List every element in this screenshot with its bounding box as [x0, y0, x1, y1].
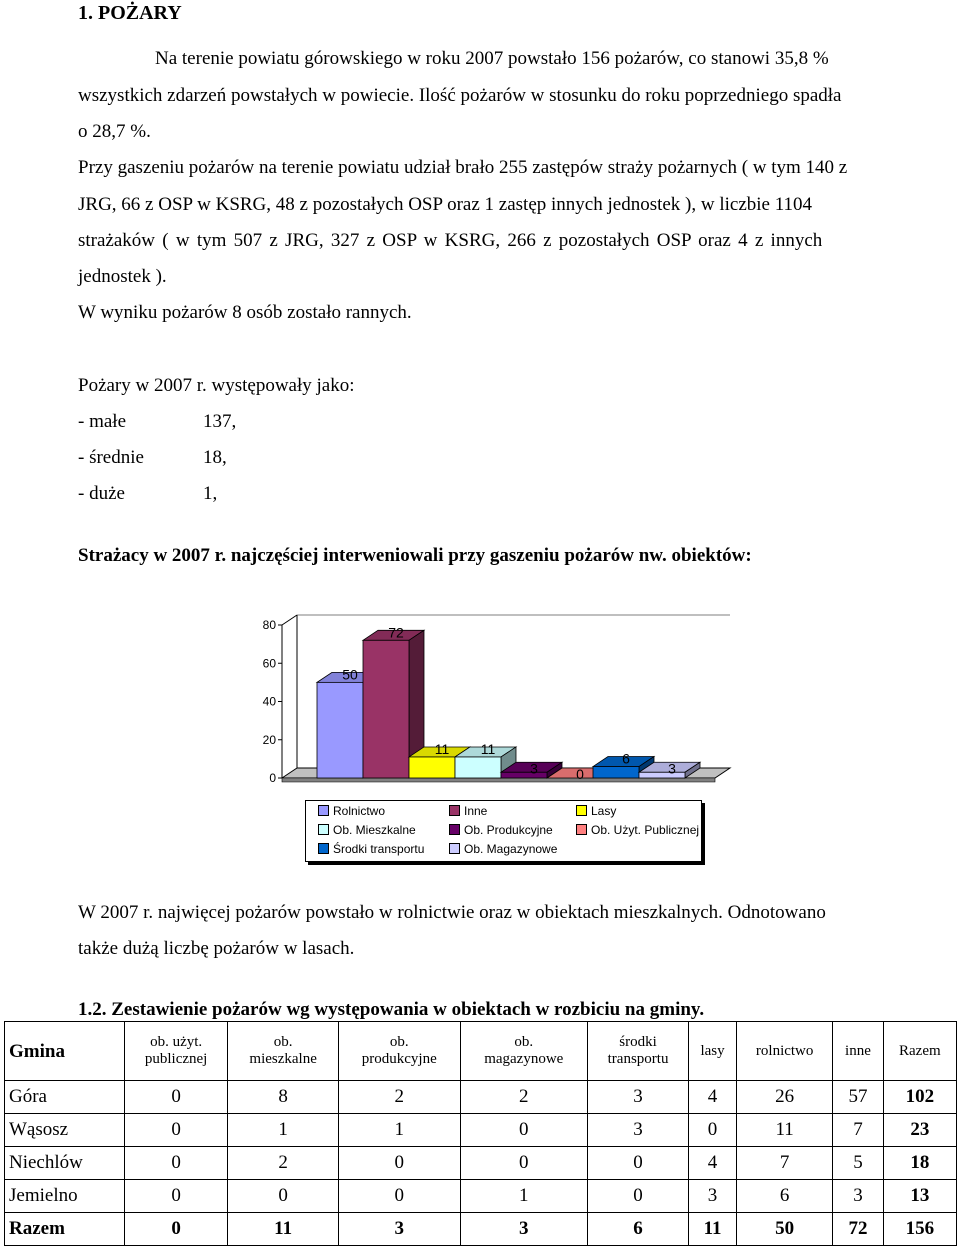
size-list — [78, 411, 378, 521]
table-cell: 7 — [833, 1114, 883, 1147]
header-line: ob. — [389, 1034, 409, 1050]
table-cell: 4 — [689, 1081, 737, 1114]
chart-bar — [639, 772, 685, 778]
table-cell: 0 — [588, 1147, 689, 1180]
gmina-name-cell: Góra — [5, 1081, 125, 1114]
table-row — [5, 1114, 957, 1147]
size-value-small: 137, — [203, 411, 237, 432]
legend-label: Środki transportu — [333, 842, 425, 856]
table-cell: 0 — [460, 1147, 588, 1180]
legend-label: Ob. Użyt. Publicznej — [591, 823, 700, 837]
chart-data-label: 50 — [342, 666, 358, 683]
table-cell: 18 — [883, 1147, 956, 1180]
intro-line-1: Na terenie powiatu górowskiego w roku 2007 powstało 156 pożarów, co stanowi 35,8 % — [155, 48, 829, 69]
table-cell: 2 — [338, 1081, 460, 1114]
total-cell: 3 — [338, 1213, 460, 1246]
participation-line-2: JRG, 66 z OSP w KSRG, 48 z pozostałych OSP oraz 1 zastęp innych jednostek ), w liczbie 1104 — [78, 194, 813, 215]
table-row — [5, 1147, 957, 1180]
header-line: transportu — [607, 1051, 669, 1067]
legend-label: Rolnictwo — [333, 804, 386, 818]
chart-bar — [455, 757, 501, 778]
table-cell: 0 — [338, 1180, 460, 1213]
table-header-cell — [460, 1022, 588, 1081]
intro-line-3: o 28,7 %. — [78, 121, 151, 142]
table-cell: 5 — [833, 1147, 883, 1180]
table-cell: 26 — [737, 1081, 833, 1114]
chart-y-tick-label: 60 — [262, 656, 276, 671]
legend-label: Ob. Produkcyjne — [464, 823, 553, 837]
table-total-row — [5, 1213, 957, 1246]
participation-line-3: strażaków ( w tym 507 z JRG, 327 z OSP w KSRG, 266 z pozostałych OSP oraz 4 z innych — [78, 230, 823, 251]
table-header-row — [5, 1022, 957, 1081]
legend-item — [449, 822, 553, 838]
participation-line-4: jednostek ). — [78, 266, 167, 287]
table-cell: 6 — [737, 1180, 833, 1213]
size-value-large: 1, — [203, 483, 218, 504]
intro-line-2: wszystkich zdarzeń powstałych w powiecie. Ilość pożarów w stosunku do roku poprzedniego spadła — [78, 85, 842, 106]
table-cell: 2 — [228, 1147, 339, 1180]
table-row — [5, 1180, 957, 1213]
chart-data-label: 72 — [388, 624, 404, 641]
chart-bar — [363, 640, 409, 778]
table-header-cell — [588, 1022, 689, 1081]
header-line: Razem — [899, 1042, 941, 1059]
legend-item — [576, 803, 616, 819]
chart-y-tick-label: 0 — [269, 771, 276, 785]
chart-data-label: 3 — [530, 760, 538, 777]
total-cell: 11 — [228, 1213, 339, 1246]
table-cell: 3 — [588, 1081, 689, 1114]
legend-swatch — [576, 824, 587, 835]
legend-swatch — [449, 805, 460, 816]
conclusion-line-1: W 2007 r. najwięcej pożarów powstało w rolnictwie oraz w obiektach mieszkalnych. Odnotowano — [78, 902, 826, 923]
size-label-medium: - średnie — [78, 447, 144, 468]
size-label-small: - małe — [78, 411, 127, 432]
total-cell: 50 — [737, 1213, 833, 1246]
header-line: rolnictwo — [755, 1042, 814, 1059]
total-cell: 6 — [588, 1213, 689, 1246]
header-line: Gmina — [9, 1040, 65, 1062]
table-cell: 3 — [833, 1180, 883, 1213]
participation-line-1: Przy gaszeniu pożarów na terenie powiatu udział brało 255 zastępów straży pożarnych ( w tym 140 z — [78, 157, 848, 178]
legend-label: Ob. Magazynowe — [464, 842, 558, 856]
table-cell: 3 — [689, 1180, 737, 1213]
total-cell: 11 — [689, 1213, 737, 1246]
table-cell: 0 — [124, 1114, 227, 1147]
chart-data-label: 0 — [576, 766, 584, 782]
chart-legend — [305, 800, 702, 862]
chart-y-axis-depth — [282, 615, 297, 625]
total-cell: 156 — [883, 1213, 956, 1246]
table-cell: 3 — [588, 1114, 689, 1147]
legend-label: Inne — [464, 804, 488, 818]
header-line: ob. użyt. — [150, 1034, 203, 1050]
chart-bar — [593, 767, 639, 778]
chart-floor-edge — [282, 778, 715, 782]
chart-bar — [501, 772, 547, 778]
legend-swatch — [449, 824, 460, 835]
legend-swatch — [576, 805, 587, 816]
legend-swatch — [318, 805, 329, 816]
table-cell: 57 — [833, 1081, 883, 1114]
chart-data-label: 6 — [622, 750, 630, 767]
chart-data-label: 11 — [434, 740, 450, 757]
legend-item — [318, 803, 385, 819]
chart-bar — [409, 757, 455, 778]
gmina-name-cell: Wąsosz — [5, 1114, 125, 1147]
header-line: ob. — [514, 1034, 534, 1050]
table-cell: 1 — [338, 1114, 460, 1147]
section-title: 1. POŻARY — [78, 2, 182, 24]
table-cell: 102 — [883, 1081, 956, 1114]
chart-y-tick-label: 80 — [262, 618, 276, 632]
table-header-cell — [883, 1022, 956, 1081]
legend-item — [318, 841, 424, 857]
table-row — [5, 1081, 957, 1114]
chart-y-tick-label: 20 — [262, 732, 276, 747]
legend-swatch — [449, 843, 460, 854]
table-cell: 23 — [883, 1114, 956, 1147]
table-cell: 0 — [338, 1147, 460, 1180]
table-header-cell — [833, 1022, 883, 1081]
header-line: magazynowe — [484, 1051, 564, 1067]
table-cell: 11 — [737, 1114, 833, 1147]
header-line: mieszkalne — [249, 1051, 317, 1067]
chart-data-label: 3 — [668, 760, 676, 777]
table-cell: 0 — [460, 1114, 588, 1147]
table-cell: 0 — [689, 1114, 737, 1147]
conclusion-line-2: także dużą liczbę pożarów w lasach. — [78, 938, 355, 959]
table-cell: 8 — [228, 1081, 339, 1114]
legend-label: Ob. Mieszkalne — [333, 823, 416, 837]
gmina-name-cell: Niechlów — [5, 1147, 125, 1180]
gmina-name-cell: Jemielno — [5, 1180, 125, 1213]
size-intro: Pożary w 2007 r. występowały jako: — [78, 375, 355, 396]
table-cell: 0 — [124, 1081, 227, 1114]
table-cell: 0 — [124, 1180, 227, 1213]
header-line: produkcyjne — [361, 1051, 437, 1067]
total-cell: 0 — [124, 1213, 227, 1246]
table-header-cell — [338, 1022, 460, 1081]
header-line: publicznej — [144, 1051, 208, 1067]
legend-item — [449, 841, 557, 857]
chart-heading: Strażacy w 2007 r. najczęściej interweniowali przy gaszeniu pożarów nw. obiektów: — [78, 545, 752, 566]
bar-chart — [250, 605, 770, 795]
chart-data-label: 11 — [480, 740, 496, 757]
chart-bar — [317, 682, 363, 778]
injured-text: W wyniku pożarów 8 osób zostało rannych. — [78, 302, 412, 323]
header-line: inne — [845, 1042, 871, 1059]
table-cell: 1 — [228, 1114, 339, 1147]
table-cell: 4 — [689, 1147, 737, 1180]
table-cell: 2 — [460, 1081, 588, 1114]
legend-item — [576, 822, 699, 838]
size-label-large: - duże — [78, 483, 125, 504]
table-header-cell — [737, 1022, 833, 1081]
gminy-table — [4, 1021, 957, 1246]
table-header-cell — [124, 1022, 227, 1081]
table-cell: 7 — [737, 1147, 833, 1180]
table-header-cell — [689, 1022, 737, 1081]
header-line: środki — [619, 1034, 657, 1050]
header-line: lasy — [700, 1042, 725, 1059]
chart-y-tick-label: 40 — [262, 694, 276, 709]
header-line: ob. — [273, 1034, 293, 1050]
legend-item — [449, 803, 487, 819]
table-cell: 0 — [124, 1147, 227, 1180]
table-cell: 0 — [588, 1180, 689, 1213]
legend-swatch — [318, 843, 329, 854]
size-value-medium: 18, — [203, 447, 227, 468]
total-cell: 72 — [833, 1213, 883, 1246]
table-header-cell — [5, 1022, 125, 1081]
legend-item — [318, 822, 416, 838]
table-cell: 13 — [883, 1180, 956, 1213]
legend-swatch — [318, 824, 329, 835]
table-heading: 1.2. Zestawienie pożarów wg występowania w obiektach w rozbiciu na gminy. — [78, 999, 705, 1020]
table-cell: 0 — [228, 1180, 339, 1213]
total-cell: 3 — [460, 1213, 588, 1246]
legend-label: Lasy — [591, 804, 617, 818]
table-header-cell — [228, 1022, 339, 1081]
table-cell: 1 — [460, 1180, 588, 1213]
total-label-cell: Razem — [5, 1213, 125, 1246]
